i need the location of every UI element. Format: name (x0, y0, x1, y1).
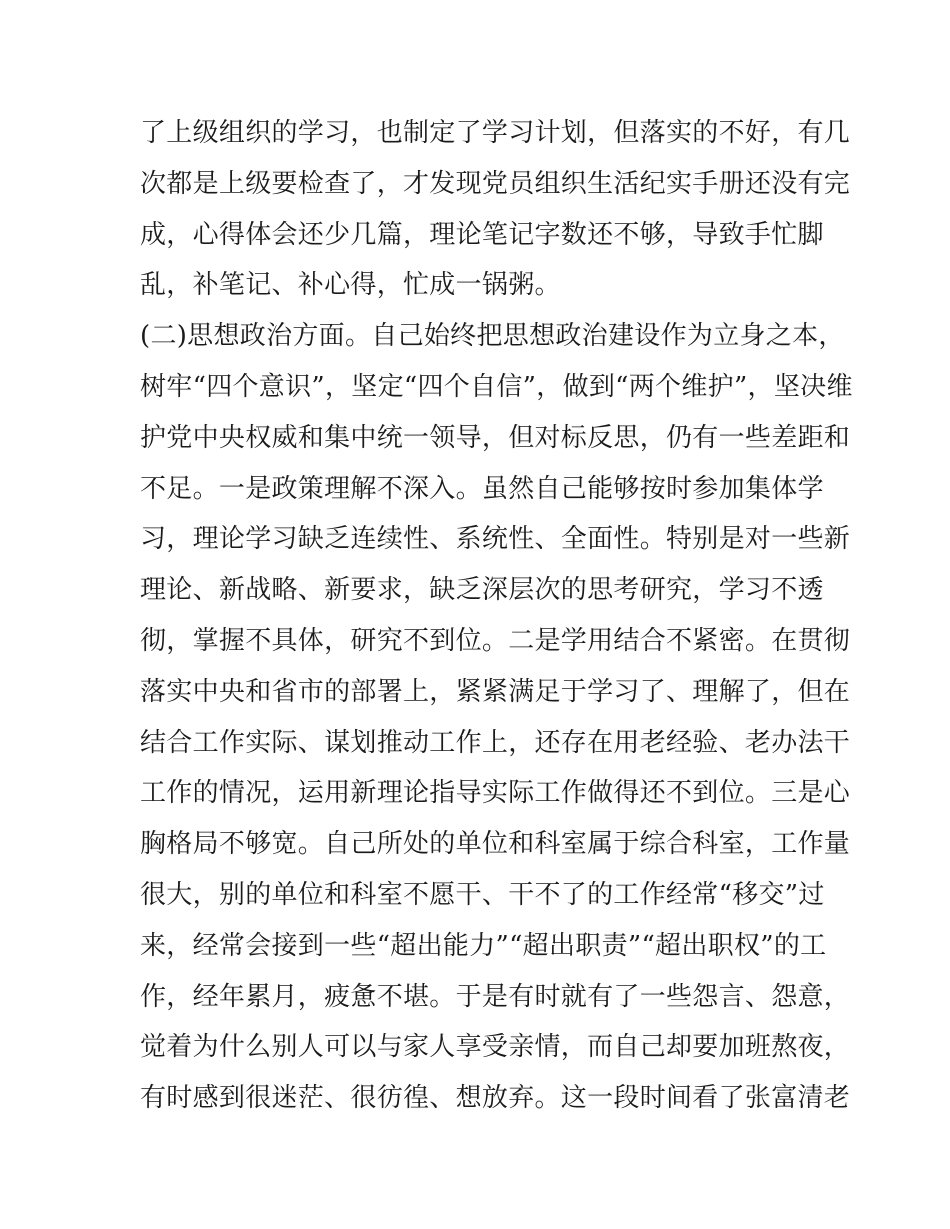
text-line: 工作的情况，运用新理论指导实际工作做得还不到位。三是心 (140, 778, 851, 809)
text-line: 落实中央和省市的部署上，紧紧满足于学习了、理解了，但在 (140, 676, 851, 707)
text-line: 护党中央权威和集中统一领导，但对标反思，仍有一些差距和 (140, 422, 851, 453)
text-line: 来，经常会接到一些“超出能力”“超出职责”“超出职权”的工 (140, 930, 827, 961)
text-line: 习，理论学习缺乏连续性、系统性、全面性。特别是对一些新 (140, 524, 851, 555)
body-text (140, 108, 853, 1124)
text-line: 很大，别的单位和科室不愿干、干不了的工作经常“移交”过 (140, 879, 825, 910)
text-line: 结合工作实际、谋划推动工作上，还存在用老经验、老办法干 (140, 727, 851, 758)
text-line: 不足。一是政策理解不深入。虽然自己能够按时参加集体学 (140, 473, 824, 504)
text-line: 成，心得体会还少几篇，理论笔记字数还不够，导致手忙脚 (140, 219, 824, 250)
text-line: 觉着为什么别人可以与家人享受亲情，而自己却要加班熬夜， (140, 1032, 851, 1063)
text-line: 乱，补笔记、补心得，忙成一锅粥。 (140, 270, 561, 301)
text-line: 作，经年累月，疲惫不堪。于是有时就有了一些怨言、怨意， (140, 981, 851, 1012)
text-line: 彻，掌握不具体，研究不到位。二是学用结合不紧密。在贯彻 (140, 625, 851, 656)
text-line: (二)思想政治方面。自己始终把思想政治建设作为立身之本， (140, 321, 845, 352)
text-line: 树牢“四个意识”，坚定“四个自信”，做到“两个维护”，坚决维 (140, 371, 853, 402)
text-line: 了上级组织的学习，也制定了学习计划，但落实的不好，有几 (140, 118, 851, 148)
text-line: 理论、新战略、新要求，缺乏深层次的思考研究，学习不透 (140, 575, 824, 606)
text-line: 有时感到很迷茫、很彷徨、想放弃。这一段时间看了张富清老 (140, 1083, 851, 1114)
text-line: 胸格局不够宽。自己所处的单位和科室属于综合科室，工作量 (140, 829, 851, 860)
text-line: 次都是上级要检查了，才发现党员组织生活纪实手册还没有完 (140, 168, 851, 199)
